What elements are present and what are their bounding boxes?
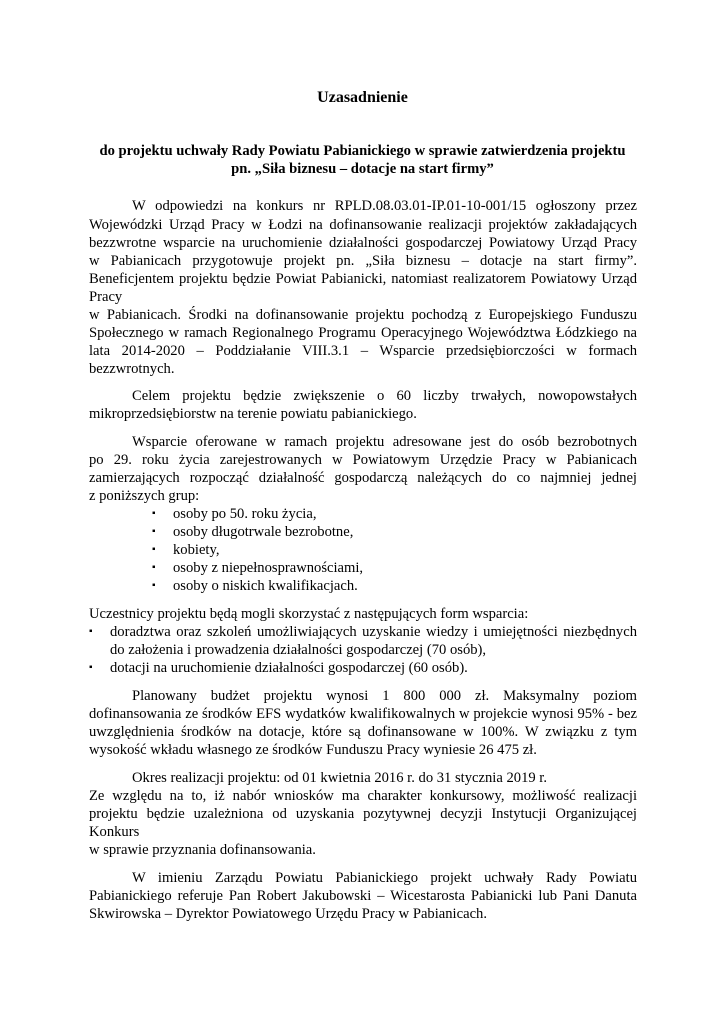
list-item: osoby długotrwale bezrobotne, bbox=[173, 524, 354, 540]
bullet-icon: ▪ bbox=[152, 526, 156, 537]
text-line: Beneficjentem projektu będzie Powiat Pabianicki, natomiast realizatorem Powiatowy Urząd bbox=[89, 271, 637, 287]
text-line: Wojewódzki Urząd Pracy w Łodzi na dofinansowanie realizacji projektów zakładających bbox=[89, 217, 637, 233]
bullet-icon: ▪ bbox=[152, 562, 156, 573]
text-line: Planowany budżet projektu wynosi 1 800 000 zł. Maksymalny poziom bbox=[132, 688, 637, 704]
bullet-icon: ▪ bbox=[152, 544, 156, 555]
text-line: projektu będzie uzależniona od uzyskania pozytywnej decyzji Instytucji Organizującej bbox=[89, 806, 637, 822]
list-item: doradztwa oraz szkoleń umożliwiających uzyskanie wiedzy i umiejętności niezbędnych bbox=[110, 624, 637, 640]
list-item: dotacji na uruchomienie działalności gospodarczej (60 osób). bbox=[110, 660, 468, 676]
text-line: bezzwrotnych. bbox=[89, 361, 175, 377]
text-line: Celem projektu będzie zwiększenie o 60 liczby trwałych, nowopowstałych bbox=[132, 388, 637, 404]
text-line: Pracy bbox=[89, 289, 123, 305]
text-line: Skwirowska – Dyrektor Powiatowego Urzędu Pracy w Pabianicach. bbox=[89, 906, 487, 922]
text-line: Uczestnicy projektu będą mogli skorzystać z następujących form wsparcia: bbox=[89, 606, 529, 622]
list-item: osoby po 50. roku życia, bbox=[173, 506, 317, 522]
text-line: zamierzających rozpocząć działalność gospodarczą należących do co najmniej jednej bbox=[89, 470, 637, 486]
bullet-icon: ▪ bbox=[152, 508, 156, 519]
document-title: Uzasadnienie bbox=[317, 89, 408, 106]
subtitle-line-2: pn. „Siła biznesu – dotacje na start firmy” bbox=[231, 161, 494, 177]
list-item: do założenia i prowadzenia działalności gospodarczej (70 osób), bbox=[110, 642, 487, 658]
subtitle-line-1: do projektu uchwały Rady Powiatu Pabianickiego w sprawie zatwierdzenia projektu bbox=[99, 143, 626, 159]
text-line: dofinansowania ze środków EFS wydatków kwalifikowalnych w projekcie wynosi 95% - bez bbox=[89, 706, 637, 722]
list-item: kobiety, bbox=[173, 542, 220, 558]
list-item: osoby z niepełnosprawnościami, bbox=[173, 560, 364, 576]
text-line: W imieniu Zarządu Powiatu Pabianickiego projekt uchwały Rady Powiatu bbox=[132, 870, 637, 886]
text-line: W odpowiedzi na konkurs nr RPLD.08.03.01-IP.01-10-001/15 ogłoszony przez bbox=[132, 198, 637, 214]
text-line: bezzwrotne wsparcie na uruchomienie działalności gospodarczej Powiatowy Urząd Pracy bbox=[89, 235, 637, 251]
text-line: w sprawie przyznania dofinansowania. bbox=[89, 842, 316, 858]
text-line: Okres realizacji projektu: od 01 kwietnia 2016 r. do 31 stycznia 2019 r. bbox=[132, 770, 548, 786]
text-line: Konkurs bbox=[89, 824, 140, 840]
text-line: mikroprzedsiębiorstw na terenie powiatu pabianickiego. bbox=[89, 406, 417, 422]
text-line: po 29. roku życia zarejestrowanych w Powiatowym Urzędzie Pracy w Pabianicach bbox=[89, 452, 637, 468]
text-line: Społecznego w ramach Regionalnego Programu Operacyjnego Województwa Łódzkiego na bbox=[89, 325, 637, 341]
text-line: uwzględnienia środków na dotacje, które są dofinansowane w 100%. W związku z tym bbox=[89, 724, 637, 740]
text-line: lata 2014-2020 – Poddziałanie VIII.3.1 – Wsparcie przedsiębiorczości w formach bbox=[89, 343, 637, 359]
text-line: Ze względu na to, iż nabór wniosków ma charakter konkursowy, możliwość realizacji bbox=[89, 788, 637, 804]
text-line: Wsparcie oferowane w ramach projektu adresowane jest do osób bezrobotnych bbox=[132, 434, 637, 450]
bullet-icon: ▪ bbox=[89, 626, 93, 637]
bullet-icon: ▪ bbox=[152, 580, 156, 591]
text-line: w Pabianicach. Środki na dofinansowanie projektu pochodzą z Europejskiego Funduszu bbox=[89, 307, 637, 323]
text-line: wysokość wkładu własnego ze środków Funduszu Pracy wyniesie 26 475 zł. bbox=[89, 742, 537, 758]
text-line: Pabianickiego referuje Pan Robert Jakubowski – Wicestarosta Pabianicki lub Pani Danuta bbox=[89, 888, 637, 904]
text-line: w Pabianicach przygotowuje projekt pn. „Siła biznesu – dotacje na start firmy”. bbox=[89, 253, 637, 269]
list-item: osoby o niskich kwalifikacjach. bbox=[173, 578, 358, 594]
bullet-icon: ▪ bbox=[89, 662, 93, 673]
text-line: z poniższych grup: bbox=[89, 488, 200, 504]
